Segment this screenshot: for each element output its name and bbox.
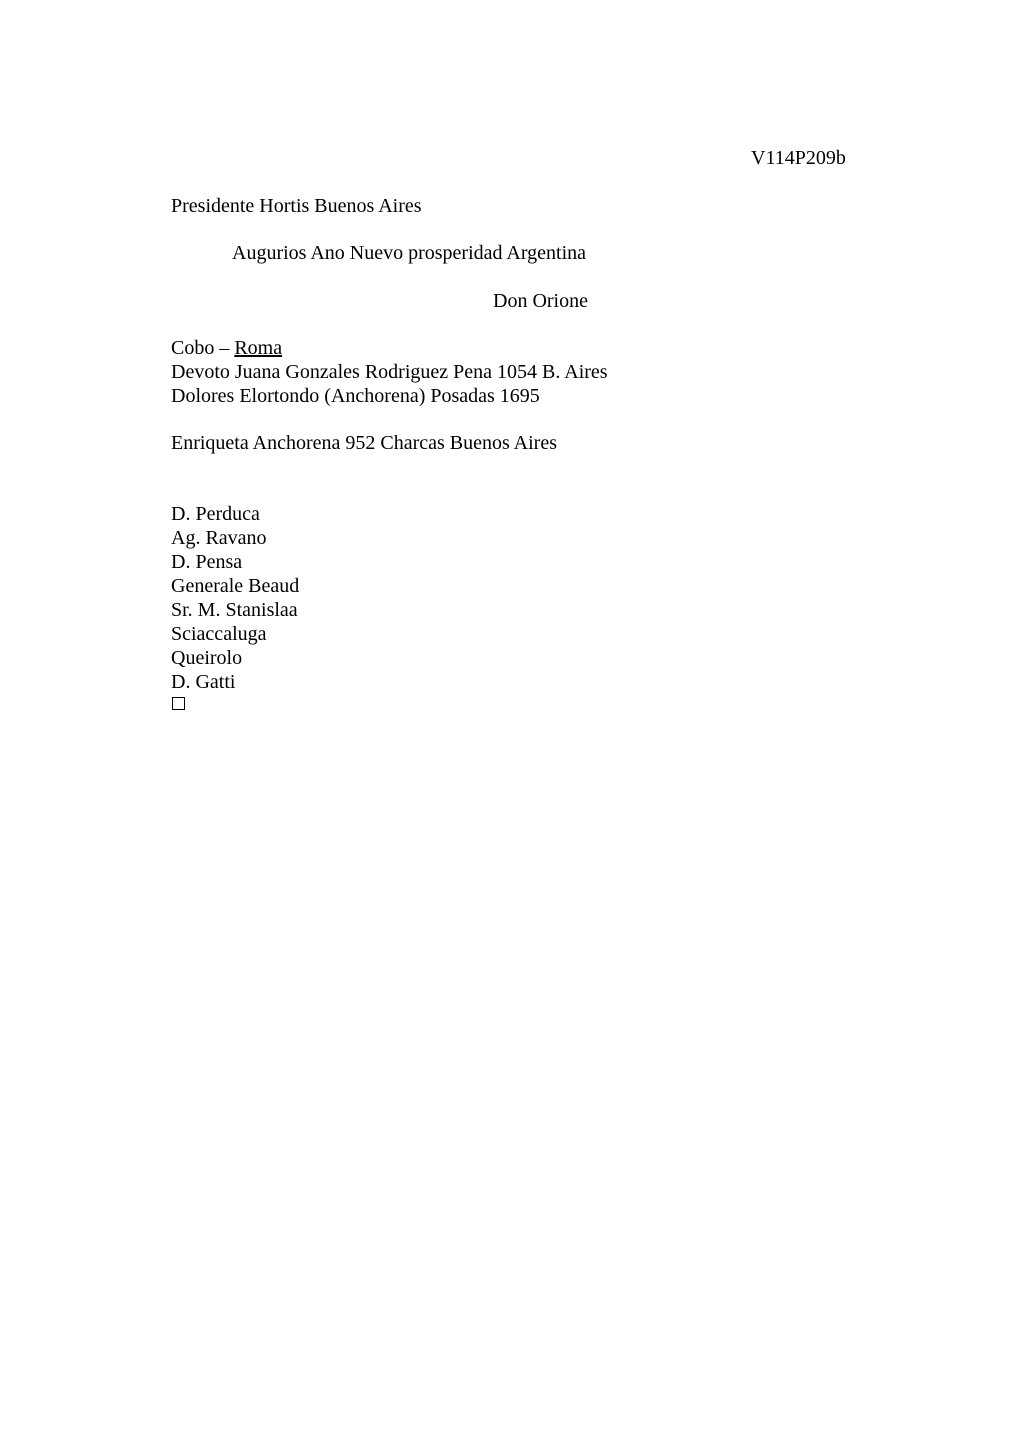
signature: Don Orione — [493, 290, 588, 312]
names-list — [171, 502, 299, 694]
cobo-line — [171, 336, 608, 360]
reference-code: V114P209b — [751, 147, 846, 169]
address-block — [171, 336, 608, 408]
recipient-line: Presidente Hortis Buenos Aires — [171, 195, 422, 217]
address-line-enriqueta: Enriqueta Anchorena 952 Charcas Buenos Aires — [171, 432, 558, 454]
list-item: D. Pensa — [171, 551, 243, 573]
cobo-prefix: Cobo – — [171, 337, 235, 359]
greeting-message: Augurios Ano Nuevo prosperidad Argentina — [232, 242, 587, 264]
list-item: Queirolo — [171, 647, 243, 669]
address-line-devoto: Devoto Juana Gonzales Rodriguez Pena 1054 B. Aires — [171, 361, 608, 383]
cobo-city: Roma — [234, 337, 283, 359]
list-item: Ag. Ravano — [171, 527, 267, 549]
list-item: Generale Beaud — [171, 575, 300, 597]
list-item: D. Perduca — [171, 503, 260, 525]
checkbox-glyph — [172, 697, 185, 710]
address-line-dolores: Dolores Elortondo (Anchorena) Posadas 1695 — [171, 385, 540, 407]
list-item: Sr. M. Stanislaa — [171, 599, 298, 621]
list-item: D. Gatti — [171, 671, 236, 693]
list-item: Sciaccaluga — [171, 623, 267, 645]
